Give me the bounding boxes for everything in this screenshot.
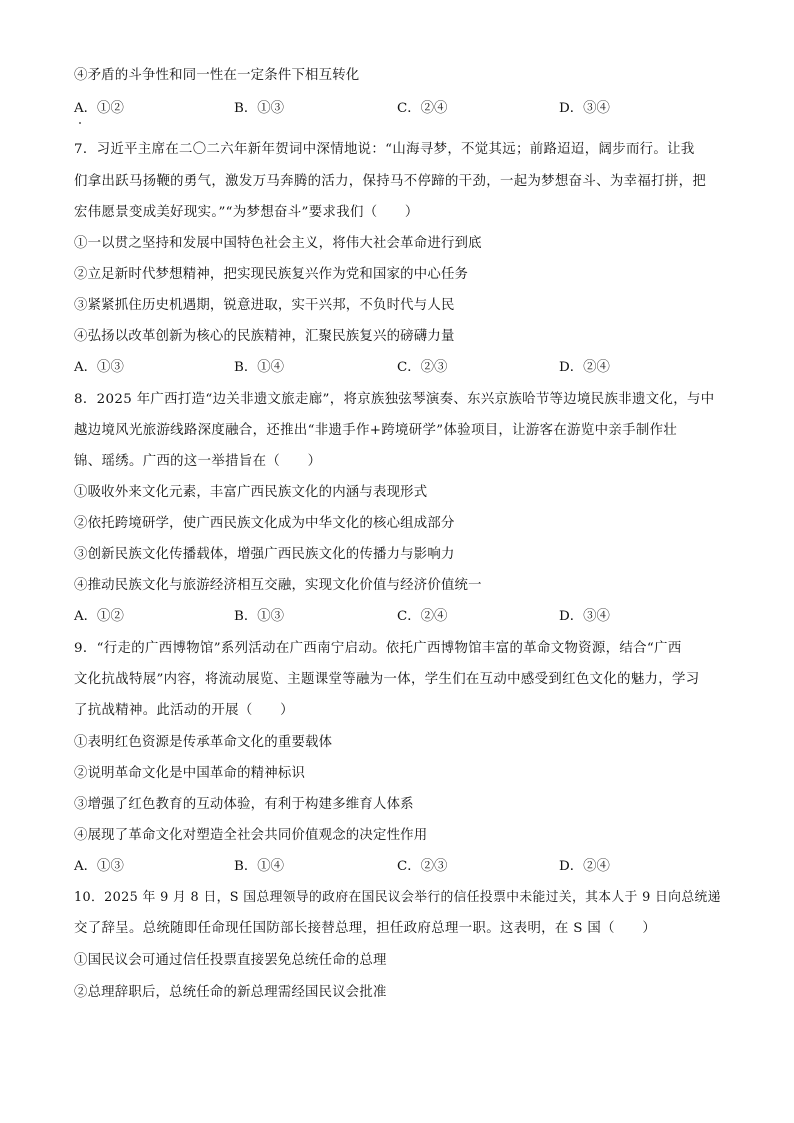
q7-statement-2: ②立足新时代梦想精神，把实现民族复兴作为党和国家的中心任务: [74, 267, 469, 282]
option-d: D．③④: [559, 609, 610, 624]
q8-stem-line-1: 8．2025 年广西打造“边关非遗文旅走廊”，将京族独弦琴演奏、东兴京族哈节等边境民族非遗文化，与中: [74, 392, 715, 407]
option-b: B．①③: [234, 101, 285, 116]
q9-stem-line-1: 9．“行走的广西博物馆”系列活动在广西南宁启动。依托广西博物馆丰富的革命文物资源，结合“广西: [74, 641, 682, 656]
option-a: A．①③: [74, 859, 124, 874]
option-a: A．①②: [74, 609, 124, 624]
option-b: B．①④: [234, 360, 285, 375]
q8-statement-2: ②依托跨境研学，使广西民族文化成为中华文化的核心组成部分: [74, 516, 455, 531]
option-c: C．②③: [397, 360, 448, 375]
option-b: B．①④: [234, 859, 285, 874]
q10-stem-line-1: 10．2025 年 9 月 8 日，S 国总理领导的政府在国民议会举行的信任投票中未能过关，其本人于 9 日向总统递: [74, 890, 721, 905]
q9-stem-line-2: 文化抗战特展”内容，将流动展览、主题课堂等融为一体，学生们在互动中感受到红色文化的魅力，学习: [74, 672, 700, 687]
option-d: D．②④: [559, 360, 610, 375]
option-a: A．①②: [74, 101, 124, 116]
q8-statement-3: ③创新民族文化传播载体，增强广西民族文化的传播力与影响力: [74, 547, 455, 562]
q10-statement-1: ①国民议会可通过信任投票直接罢免总统任命的总理: [74, 953, 387, 968]
option-a: A．①③: [74, 360, 124, 375]
q9-statement-1: ①表明红色资源是传承革命文化的重要载体: [74, 735, 333, 750]
option-d: D．②④: [559, 859, 610, 874]
q7-stem-line-1: 7．习近平主席在二〇二六年新年贺词中深情地说：“山海寻梦，不觉其远；前路迢迢，阔步而行。让我: [74, 142, 695, 157]
option-b: B．①③: [234, 609, 285, 624]
q10-stem-line-2: 交了辞呈。总统随即任命现任国防部长接替总理，担任政府总理一职。这表明，在 S 国（ ）: [74, 921, 657, 936]
q9-statement-3: ③增强了红色教育的互动体验，有利于构建多维育人体系: [74, 797, 414, 812]
prev-options: [74, 99, 724, 119]
q9-stem-line-3: 了抗战精神。此活动的开展（ ）: [74, 703, 294, 718]
q10-statement-2: ②总理辞职后，总统任命的新总理需经国民议会批准: [74, 985, 387, 1000]
scan-dot: [79, 122, 81, 124]
q9-statement-2: ②说明革命文化是中国革命的精神标识: [74, 766, 306, 781]
q9-options: [74, 857, 724, 877]
q8-statement-4: ④推动民族文化与旅游经济相互交融，实现文化价值与经济价值统一: [74, 578, 482, 593]
q8-options: [74, 607, 724, 627]
q7-stem-line-3: 宏伟愿景变成美好现实。”“为梦想奋斗”要求我们（ ）: [74, 205, 419, 220]
option-c: C．②④: [397, 101, 448, 116]
option-c: C．②④: [397, 609, 448, 624]
option-d: D．③④: [559, 101, 610, 116]
q7-statement-4: ④弘扬以改革创新为核心的民族精神，汇聚民族复兴的磅礴力量: [74, 329, 455, 344]
prev-statement-4: ④矛盾的斗争性和同一性在一定条件下相互转化: [74, 68, 360, 83]
q8-statement-1: ①吸收外来文化元素，丰富广西民族文化的内涵与表现形式: [74, 485, 428, 500]
q7-stem-line-2: 们拿出跃马扬鞭的勇气，激发万马奔腾的活力，保持马不停蹄的干劲，一起为梦想奋斗、为幸福打拼，把: [74, 174, 707, 189]
q8-stem-line-2: 越边境风光旅游线路深度融合，还推出“非遗手作+跨境研学”体验项目，让游客在游览中亲手制作壮: [74, 423, 678, 438]
q7-options: [74, 358, 724, 378]
q9-statement-4: ④展现了革命文化对塑造全社会共同价值观念的决定性作用: [74, 828, 428, 843]
option-c: C．②③: [397, 859, 448, 874]
q7-statement-3: ③紧紧抓住历史机遇期，锐意进取，实干兴邦，不负时代与人民: [74, 298, 455, 313]
q7-statement-1: ①一以贯之坚持和发展中国特色社会主义，将伟大社会革命进行到底: [74, 236, 482, 251]
q8-stem-line-3: 锦、瑶绣。广西的这一举措旨在（ ）: [74, 454, 322, 469]
